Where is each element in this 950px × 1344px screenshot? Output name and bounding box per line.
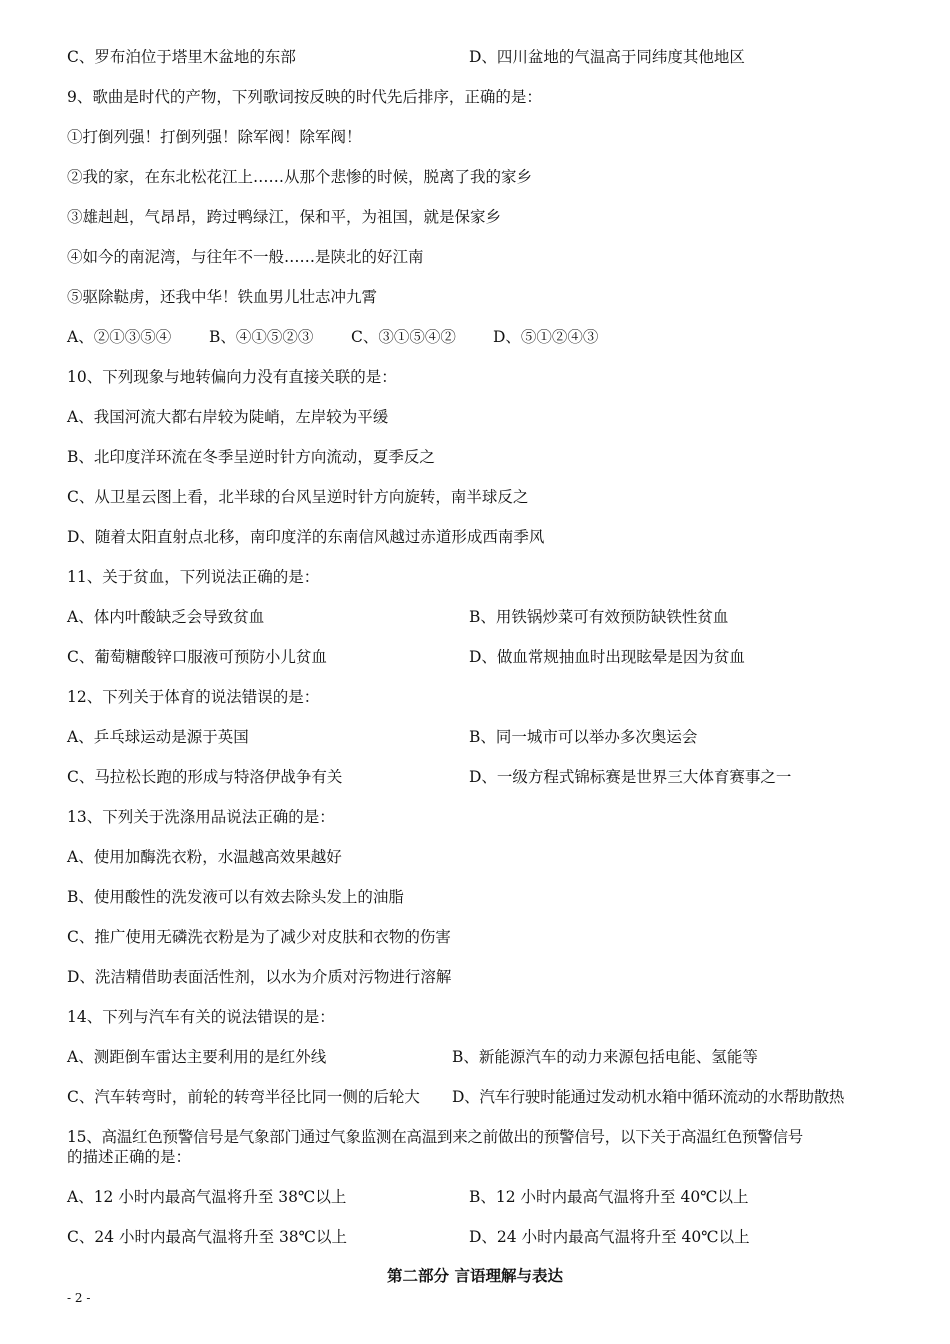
q8-option-d: D、四川盆地的气温高于同纬度其他地区 <box>469 48 745 66</box>
q12-option-c: C、马拉松长跑的形成与特洛伊战争有关 <box>67 768 343 786</box>
q11-option-c: C、葡萄糖酸锌口服液可预防小儿贫血 <box>67 648 327 666</box>
q9-lyric-2: ②我的家，在东北松花江上……从那个悲惨的时候，脱离了我的家乡 <box>67 168 533 186</box>
q9-lyric-5: ⑤驱除鞑虏，还我中华！铁血男儿壮志冲九霄 <box>67 288 378 306</box>
q15-stem-line-1: 15、高温红色预警信号是气象部门通过气象监测在高温到来之前做出的预警信号，以下关于高温红色预警信号 <box>67 1128 803 1146</box>
q11-option-d: D、做血常规抽血时出现眩晕是因为贫血 <box>469 648 745 666</box>
q12-option-a: A、乒乓球运动是源于英国 <box>67 728 249 746</box>
q9-lyric-1: ①打倒列强！打倒列强！除军阀！除军阀！ <box>67 128 362 146</box>
q13-stem: 13、下列关于洗涤用品说法正确的是： <box>67 808 335 826</box>
q10-option-c: C、从卫星云图上看，北半球的台风呈逆时针方向旋转，南半球反之 <box>67 488 529 506</box>
q14-option-a: A、测距倒车雷达主要利用的是红外线 <box>67 1048 327 1066</box>
q15-option-b: B、12 小时内最高气温将升至 40℃以上 <box>469 1188 749 1206</box>
page-number: - 2 - <box>67 1291 91 1305</box>
q13-option-c: C、推广使用无磷洗衣粉是为了减少对皮肤和衣物的伤害 <box>67 928 451 946</box>
q9-option-a: A、②①③⑤④ <box>67 328 172 346</box>
q13-option-a: A、使用加酶洗衣粉，水温越高效果越好 <box>67 848 342 866</box>
q12-stem: 12、下列关于体育的说法错误的是： <box>67 688 320 706</box>
q14-option-b: B、新能源汽车的动力来源包括电能、氢能等 <box>452 1048 758 1066</box>
q13-option-d: D、洗洁精借助表面活性剂，以水为介质对污物进行溶解 <box>67 968 452 986</box>
section-2-title: 第二部分 言语理解与表达 <box>387 1267 563 1285</box>
q12-option-d: D、一级方程式锦标赛是世界三大体育赛事之一 <box>469 768 792 786</box>
q8-option-c: C、罗布泊位于塔里木盆地的东部 <box>67 48 296 66</box>
q15-option-c: C、24 小时内最高气温将升至 38℃以上 <box>67 1228 347 1246</box>
q15-stem-line-2: 的描述正确的是： <box>67 1148 192 1166</box>
q10-option-d: D、随着太阳直射点北移，南印度洋的东南信风越过赤道形成西南季风 <box>67 528 545 546</box>
q9-option-b: B、④①⑤②③ <box>209 328 314 346</box>
q13-option-b: B、使用酸性的洗发液可以有效去除头发上的油脂 <box>67 888 404 906</box>
q15-option-a: A、12 小时内最高气温将升至 38℃以上 <box>67 1188 347 1206</box>
q10-option-b: B、北印度洋环流在冬季呈逆时针方向流动，夏季反之 <box>67 448 435 466</box>
q12-option-b: B、同一城市可以举办多次奥运会 <box>469 728 698 746</box>
q11-option-b: B、用铁锅炒菜可有效预防缺铁性贫血 <box>469 608 729 626</box>
q14-option-d: D、汽车行驶时能通过发动机水箱中循环流动的水帮助散热 <box>452 1088 845 1106</box>
q10-stem: 10、下列现象与地转偏向力没有直接关联的是： <box>67 368 397 386</box>
q9-option-d: D、⑤①②④③ <box>493 328 599 346</box>
q11-option-a: A、体内叶酸缺乏会导致贫血 <box>67 608 265 626</box>
q14-stem: 14、下列与汽车有关的说法错误的是： <box>67 1008 335 1026</box>
q9-option-c: C、③①⑤④② <box>351 328 456 346</box>
q15-option-d: D、24 小时内最高气温将升至 40℃以上 <box>469 1228 750 1246</box>
q9-stem: 9、歌曲是时代的产物，下列歌词按反映的时代先后排序，正确的是： <box>67 88 542 106</box>
q14-option-c: C、汽车转弯时，前轮的转弯半径比同一侧的后轮大 <box>67 1088 420 1106</box>
q11-stem: 11、关于贫血，下列说法正确的是： <box>67 568 320 586</box>
q9-lyric-3: ③雄赳赳，气昂昂，跨过鸭绿江，保和平，为祖国，就是保家乡 <box>67 208 502 226</box>
q10-option-a: A、我国河流大都右岸较为陡峭，左岸较为平缓 <box>67 408 389 426</box>
q9-lyric-4: ④如今的南泥湾，与往年不一般……是陕北的好江南 <box>67 248 424 266</box>
